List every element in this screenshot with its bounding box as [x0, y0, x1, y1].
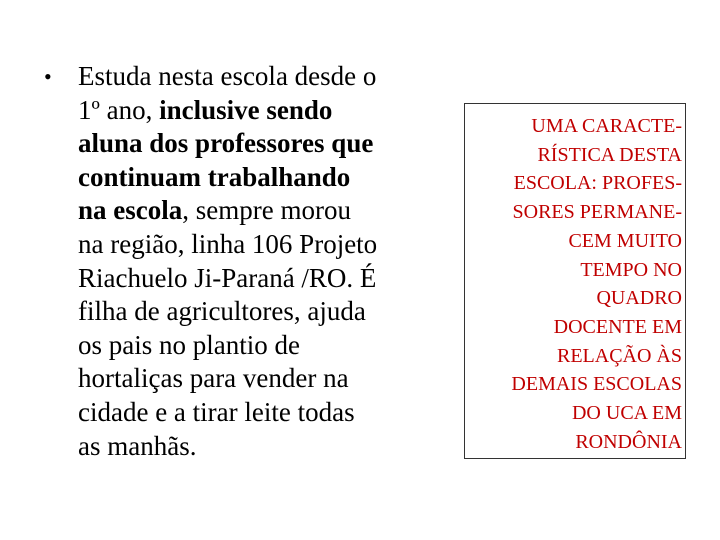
- text-segment: Estuda nesta escola desde o: [78, 61, 377, 91]
- paragraph-line: [78, 161, 444, 195]
- paragraph-line: [78, 228, 444, 262]
- paragraph-line: [78, 60, 444, 94]
- text-segment: hortaliças para vender na: [78, 363, 349, 394]
- bold-text-segment: na escola: [78, 195, 183, 226]
- paragraph-line: [78, 94, 444, 128]
- callout-line: ESCOLA: PROFES-: [513, 172, 682, 195]
- callout-line: DEMAIS ESCOLAS: [511, 373, 682, 396]
- callout-line: SORES PERMANE-: [512, 201, 682, 224]
- callout-line: RÍSTICA DESTA: [537, 143, 682, 166]
- paragraph-line: [78, 194, 444, 228]
- paragraph-line: [78, 262, 444, 296]
- text-segment: filha de agricultores, ajuda: [78, 296, 366, 327]
- paragraph-line: [78, 127, 444, 161]
- paragraph-line: [78, 329, 444, 363]
- text-segment: as manhãs.: [78, 430, 197, 461]
- callout-line: RONDÔNIA: [575, 430, 682, 453]
- paragraph-line: [78, 430, 444, 464]
- bullet-paragraph: [78, 60, 444, 463]
- bullet-item: [44, 60, 444, 463]
- callout-line: CEM MUITO: [568, 229, 682, 252]
- paragraph-line: [78, 362, 444, 396]
- text-segment: 1º ano,: [78, 94, 160, 125]
- callout-line: DO UCA EM: [571, 402, 682, 425]
- bold-text-segment: aluna dos professores que: [78, 128, 374, 159]
- bullet-text-block: [44, 60, 444, 463]
- callout-line: QUADRO: [596, 287, 682, 310]
- text-segment: na região, linha 106 Projeto: [78, 228, 378, 259]
- callout-line: DOCENTE EM: [553, 315, 682, 338]
- text-segment: cidade e a tirar leite todas: [78, 396, 355, 427]
- text-segment: , sempre morou: [182, 195, 351, 226]
- text-segment: os pais no plantio de: [78, 329, 300, 360]
- bullet-marker: •: [44, 64, 52, 89]
- bold-text-segment: inclusive sendo: [159, 94, 333, 125]
- callout-line: UMA CARACTE-: [531, 115, 682, 137]
- text-segment: Riachuelo Ji-Paraná /RO. É: [78, 262, 377, 293]
- callout-line: RELAÇÃO ÀS: [556, 344, 682, 367]
- bold-text-segment: continuam trabalhando: [78, 161, 351, 192]
- paragraph-line: [78, 295, 444, 329]
- callout-line: TEMPO NO: [580, 258, 682, 281]
- callout-box: [464, 103, 686, 459]
- paragraph-line: [78, 396, 444, 430]
